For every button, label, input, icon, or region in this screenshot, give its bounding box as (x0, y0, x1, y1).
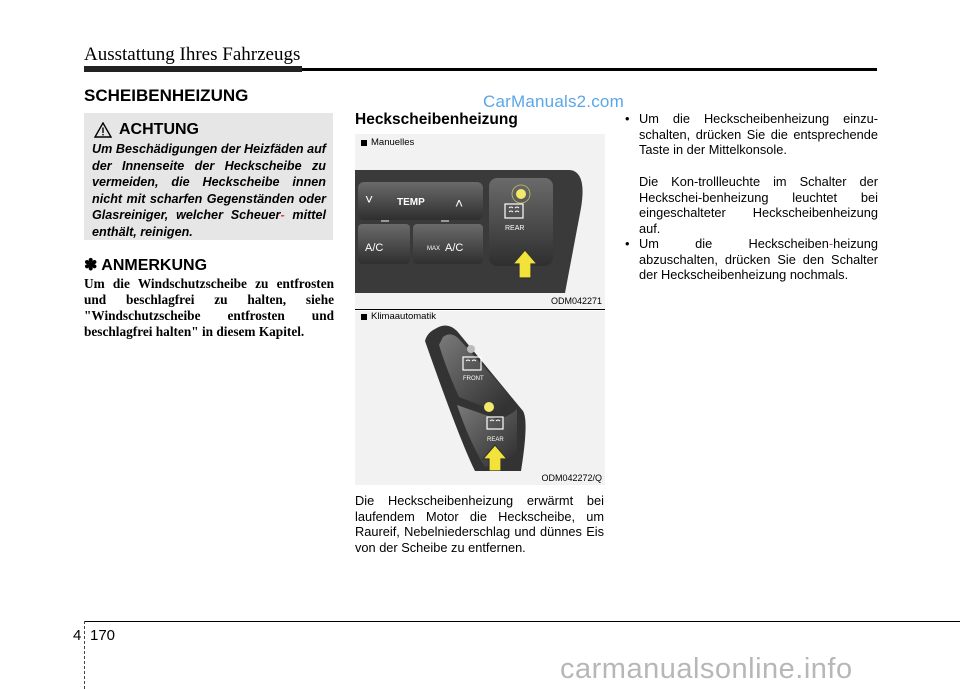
rear-label: REAR (505, 225, 525, 232)
bullet-icon: • (625, 111, 630, 126)
header-title: Ausstattung Ihres Fahrzeugs (84, 44, 301, 65)
caution-title: ACHTUNG (119, 121, 199, 138)
footer-rule (84, 621, 960, 622)
temp-down-icon: ˅ (365, 191, 374, 207)
figure2-code: ODM042272/Q (541, 473, 602, 483)
figure-manual-panel (355, 134, 605, 309)
bullet-item (625, 236, 878, 283)
header-rule-accent (84, 66, 302, 72)
note-text: Um die Windschutzscheibe zu entfrosten und beschlagfrei zu halten, siehe "Windschutzscheibe entfrosten und beschlagfrei halten" in diesem Kapitel. (84, 276, 334, 339)
bullet-item (625, 111, 878, 158)
figure2-bullet-icon (361, 314, 367, 320)
figure1-bullet-icon (361, 140, 367, 146)
caution-text: Um Beschädigungen der Heizfäden auf der Innenseite der Heckscheibe zu vermeiden, die Heckscheibe innen nicht mit scharfen Gegenständen oder Glasreiniger, welcher Scheuer- mittel enthält, reinigen. (92, 142, 326, 239)
footer-divider (84, 621, 86, 689)
bullet-text: Um die Heckscheiben-heizung abzuschalten, drücken Sie den Schalter der Heckscheibenheizung nochmals. (639, 236, 878, 283)
watermark-top: CarManuals2.com (483, 92, 624, 111)
figure1-label: Manuelles (361, 137, 414, 148)
bullet-text: Die Kon-trollleuchte im Schalter der Heckschei-benheizung leuchtet bei eingeschalteter Heckscheibenheizung auf. (639, 174, 878, 236)
manual-control-panel-illustration (355, 168, 605, 293)
section-title: SCHEIBENHEIZUNG (84, 86, 249, 105)
note-heading (84, 255, 207, 275)
figure-divider (355, 309, 605, 310)
warning-triangle-icon (94, 122, 112, 138)
bullet-continuation (625, 174, 878, 236)
note-title: ANMERKUNG (101, 257, 208, 274)
body-paragraph: Die Heckscheibenheizung erwärmt bei laufendem Motor die Heckscheibe, um Raureif, Nebelniederschlag und dünnes Eis von der Scheibe zu entfernen. (355, 493, 604, 555)
rear-label-auto: REAR (487, 437, 504, 443)
figure1-code: ODM042271 (550, 296, 602, 306)
page-number: 170 (90, 627, 116, 644)
max-label: MAX (427, 246, 441, 252)
bullet-text: Um die Heckscheibenheizung einzu-schalten, drücken Sie die entsprechende Taste in der Mittelkonsole. (639, 111, 878, 158)
front-label: FRONT (463, 376, 484, 382)
ac-label: A/C (365, 242, 384, 254)
note-star-icon: ✽ (84, 257, 102, 274)
temp-up-icon: ˄ (455, 195, 464, 211)
bullet-icon: • (625, 236, 630, 251)
figure-auto-panel (355, 311, 605, 485)
auto-control-panel-illustration (405, 321, 555, 471)
watermark-bottom: carmanualsonline.info (560, 653, 853, 685)
temp-label: TEMP (397, 197, 425, 208)
caution-heading (93, 121, 199, 139)
figure2-label: Klimaautomatik (361, 311, 436, 322)
section-number: 4 (73, 627, 82, 644)
max-ac-label: A/C (445, 242, 464, 254)
subsection-title: Heckscheibenheizung (355, 111, 518, 128)
